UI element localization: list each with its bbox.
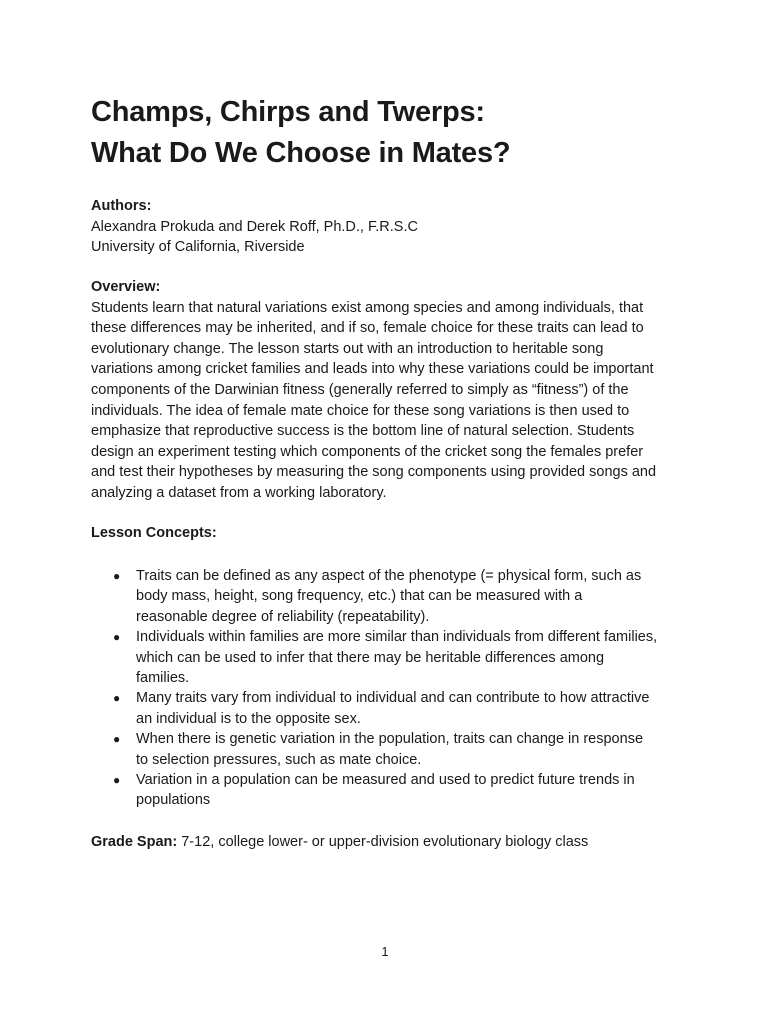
page-number: 1 bbox=[381, 944, 389, 959]
overview-line: Students learn that natural variations exist among species and among individuals, that bbox=[91, 299, 644, 316]
overview-section bbox=[91, 277, 691, 504]
bullet-icon: ● bbox=[113, 630, 121, 645]
list-item-line: body mass, height, song frequency, etc.) that can be measured with a bbox=[136, 588, 583, 605]
bullet-icon: ● bbox=[113, 773, 121, 788]
list-item-line: to selection pressures, such as mate choice. bbox=[136, 751, 422, 768]
list-item bbox=[91, 729, 691, 770]
grade-span-value: 7-12, college lower- or upper-division evolutionary biology class bbox=[177, 834, 589, 850]
list-item bbox=[91, 627, 691, 688]
bullet-icon: ● bbox=[113, 732, 121, 747]
grade-span-label: Grade Span: bbox=[91, 834, 178, 850]
author-names: Alexandra Prokuda and Derek Roff, Ph.D., F.R.S.C bbox=[91, 218, 418, 235]
list-item-line: When there is genetic variation in the population, traits can change in response bbox=[136, 731, 644, 748]
overview-line: emphasize that reproductive success is the bottom line of natural selection. Students bbox=[91, 423, 635, 440]
bullet-icon: ● bbox=[113, 691, 121, 706]
lesson-concepts-list bbox=[91, 566, 691, 811]
authors-label: Authors: bbox=[91, 198, 152, 214]
list-item-line: families. bbox=[136, 670, 190, 687]
list-item-line: an individual is to the opposite sex. bbox=[136, 710, 361, 727]
list-item-line: which can be used to infer that there may be heritable differences among bbox=[136, 649, 605, 666]
overview-line: evolutionary change. The lesson starts out with an introduction to heritable song bbox=[91, 340, 604, 357]
overview-line: and test their hypotheses by measuring the song components using provided songs and bbox=[91, 464, 657, 481]
list-item-line: Traits can be defined as any aspect of the phenotype (= physical form, such as bbox=[136, 568, 642, 584]
title-line-1: Champs, Chirps and Twerps: bbox=[91, 96, 485, 128]
list-item-line: reasonable degree of reliability (repeatability). bbox=[136, 608, 430, 625]
authors-section bbox=[91, 196, 691, 258]
overview-label: Overview: bbox=[91, 279, 161, 295]
overview-line: design an experiment testing which components of the cricket song the females prefer bbox=[91, 443, 644, 460]
author-affiliation: University of California, Riverside bbox=[91, 239, 305, 256]
overview-line: these differences may be inherited, and if so, female choice for these traits can lead to bbox=[91, 320, 644, 337]
list-item bbox=[91, 566, 691, 627]
title-line-2: What Do We Choose in Mates? bbox=[91, 137, 511, 169]
list-item-line: Many traits vary from individual to individual and can contribute to how attractive bbox=[136, 690, 650, 707]
overview-line: variations among cricket families and leads into why these variations could be important bbox=[91, 361, 654, 378]
list-item bbox=[91, 688, 691, 729]
overview-line: analyzing a dataset from a working laboratory. bbox=[91, 484, 387, 501]
list-item-line: populations bbox=[136, 792, 211, 809]
grade-span bbox=[91, 832, 691, 853]
list-item-line: Individuals within families are more similar than individuals from different families, bbox=[136, 629, 658, 646]
list-item bbox=[91, 770, 691, 811]
overview-line: components of the Darwinian fitness (generally referred to simply as “fitness”) of the bbox=[91, 381, 629, 398]
lesson-concepts-label: Lesson Concepts: bbox=[91, 525, 217, 541]
overview-line: individuals. The idea of female mate choice for these song variations is then used to bbox=[91, 402, 630, 419]
document-title bbox=[91, 92, 691, 174]
bullet-icon: ● bbox=[113, 569, 121, 583]
list-item-line: Variation in a population can be measured and used to predict future trends in bbox=[136, 772, 635, 789]
